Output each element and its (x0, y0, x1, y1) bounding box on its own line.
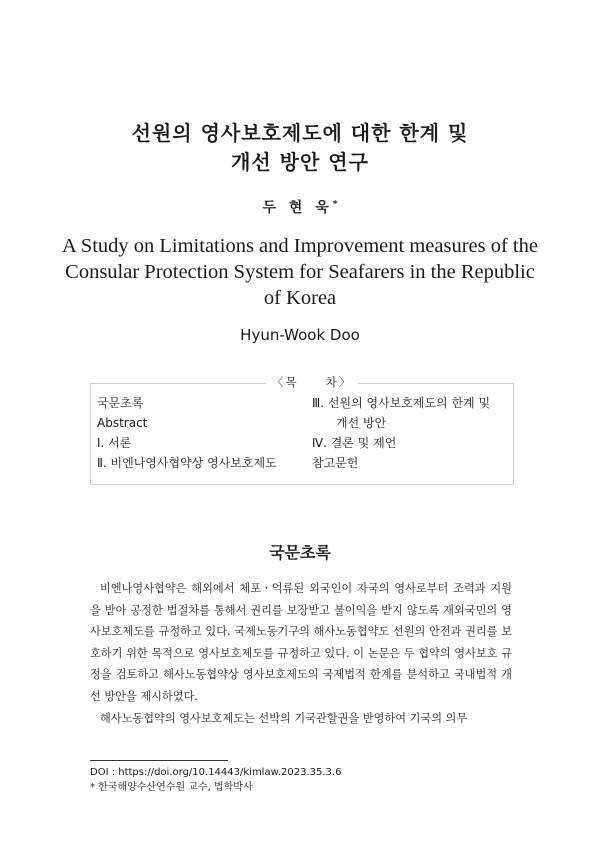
author-korean-name: 두 현 욱 (262, 200, 333, 216)
toc-item: Ⅰ. 서론 (97, 436, 132, 450)
toc-right-column (312, 393, 490, 473)
toc-item: Abstract (97, 416, 148, 430)
toc-item: Ⅲ. 선원의 영사보호제도의 한계 및 (312, 396, 491, 410)
toc-item: 참고문헌 (312, 456, 359, 470)
toc-left-column (97, 393, 277, 473)
toc-item: 개선 방안 (336, 416, 387, 430)
toc-item: 국문초록 (97, 396, 144, 410)
toc-item: Ⅱ. 비엔나영사협약상 영사보호제도 (97, 456, 277, 470)
toc-item: Ⅳ. 결론 및 제언 (312, 436, 397, 450)
author-footnote-mark: * (332, 199, 338, 210)
title-english-line-2: Consular Protection System for Seafarers in the Republic (65, 261, 535, 283)
abstract-paragraph-2: 해사노동협약의 영사보호제도는 선박의 기국관할권을 반영하여 기국의 의무 (100, 711, 468, 725)
section-heading-abstract: 국문초록 (269, 543, 331, 562)
footnote-divider (90, 760, 228, 761)
footnote-author-affiliation: * 한국해양수산연수원 교수, 법학박사 (90, 782, 253, 793)
abstract-body (90, 578, 512, 729)
author-english: Hyun-Wook Doo (240, 326, 360, 344)
title-english-line-3: of Korea (263, 287, 337, 309)
author-korean (0, 197, 600, 217)
abstract-paragraph-1: 비엔나영사협약은 해외에서 체포ㆍ억류된 외국인이 자국의 영사로부터 조력과 지원을 받아 공정한 법절차를 통해서 권리를 보장받고 불이익을 받지 않도록 재외국민의 영사보호제도를 규정하고 있다. 국제노동기구의 해사노동협약도 선원의 안전과 권리를 보호하기 위한 목적으로 영사보호제도를 규정하고 있다. 이 논문은 두 협약의 영사보호 규정을 검토하고 해사노동협약상 영사보호제도의 국제법적 한계를 분석하고 국내법적 개선 방안을 제시하였다. (90, 582, 512, 703)
title-korean-line-1: 선원의 영사보호제도에 대한 한계 및 (131, 121, 469, 145)
title-english-line-1: A Study on Limitations and Improvement measures of the (62, 235, 538, 257)
title-korean-line-2: 개선 방안 연구 (231, 150, 369, 174)
toc-heading: 〈목 차〉 (266, 374, 358, 390)
footnote-doi: DOI : https://doi.org/10.14443/kimlaw.2023.35.3.6 (90, 767, 342, 778)
title-english (0, 233, 600, 311)
